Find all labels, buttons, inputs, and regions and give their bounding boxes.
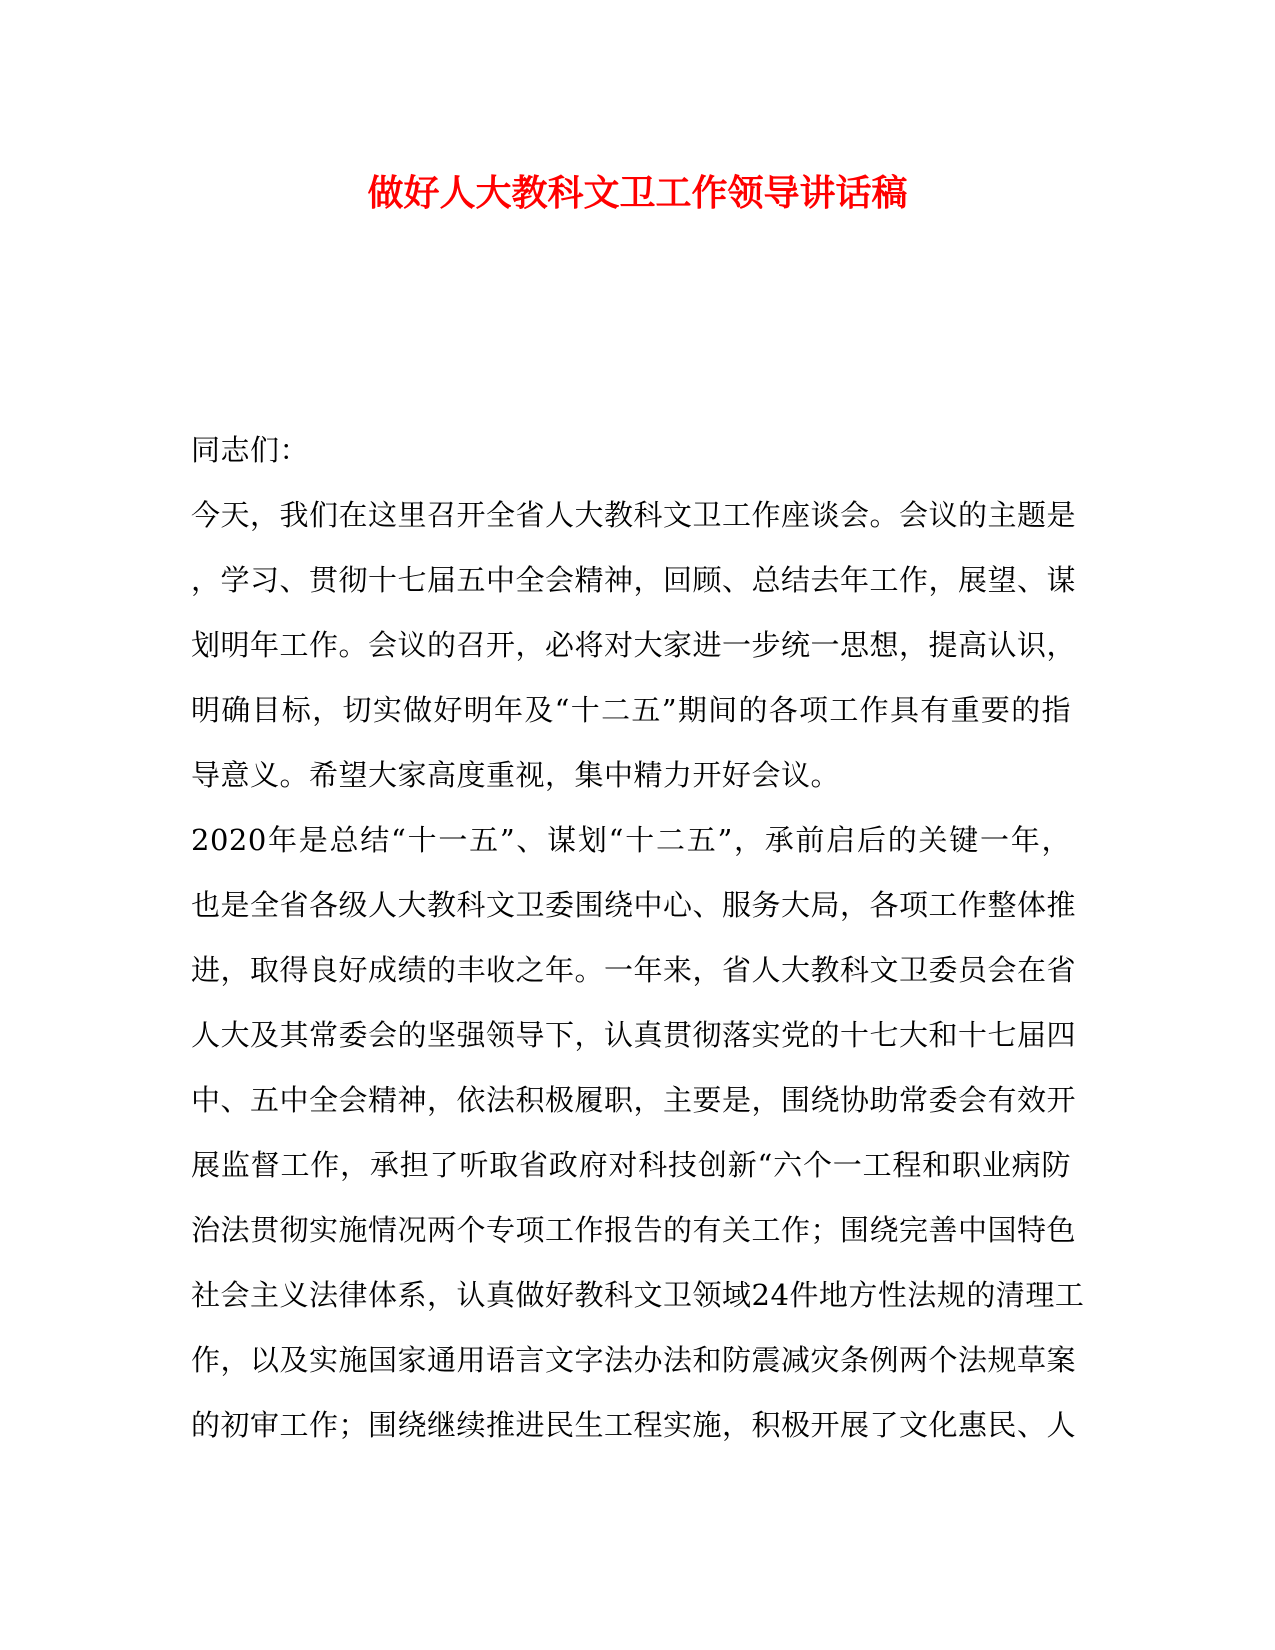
body-line: 导意义。希望大家高度重视，集中精力开好会议。 (191, 758, 841, 792)
document-title: 做好人大教科文卫工作领导讲话稿 (367, 172, 908, 214)
body-line: 社会主义法律体系，认真做好教科文卫领域24件地方性法规的清理工 (191, 1278, 1085, 1312)
body-line: 人大及其常委会的坚强领导下，认真贯彻落实党的十七大和十七届四 (191, 1018, 1077, 1052)
body-line: 今天，我们在这里召开全省人大教科文卫工作座谈会。会议的主题是 (191, 498, 1077, 532)
body-line: 治法贯彻实施情况两个专项工作报告的有关工作；围绕完善中国特色 (191, 1213, 1077, 1247)
body-line: 展监督工作，承担了听取省政府对科技创新“六个一工程和职业病防 (191, 1148, 1071, 1182)
salutation-line: 同志们： (191, 433, 310, 467)
body-line: 明确目标，切实做好明年及“十二五”期间的各项工作具有重要的指 (191, 693, 1071, 727)
document-body (191, 418, 1085, 1458)
body-line: 划明年工作。会议的召开，必将对大家进一步统一思想，提高认识， (191, 628, 1077, 662)
body-line: 2020年是总结“十一五”、谋划“十二五”，承前启后的关键一年， (191, 823, 1071, 857)
body-line: 也是全省各级人大教科文卫委围绕中心、服务大局，各项工作整体推 (191, 888, 1077, 922)
body-line: 作，以及实施国家通用语言文字法办法和防震减灾条例两个法规草案 (191, 1343, 1077, 1377)
body-line: 的初审工作；围绕继续推进民生工程实施，积极开展了文化惠民、人 (191, 1408, 1077, 1442)
body-line: ，学习、贯彻十七届五中全会精神，回顾、总结去年工作，展望、谋 (191, 563, 1077, 597)
body-line: 中、五中全会精神，依法积极履职，主要是，围绕协助常委会有效开 (191, 1083, 1077, 1117)
body-line: 进，取得良好成绩的丰收之年。一年来，省人大教科文卫委员会在省 (191, 953, 1077, 987)
